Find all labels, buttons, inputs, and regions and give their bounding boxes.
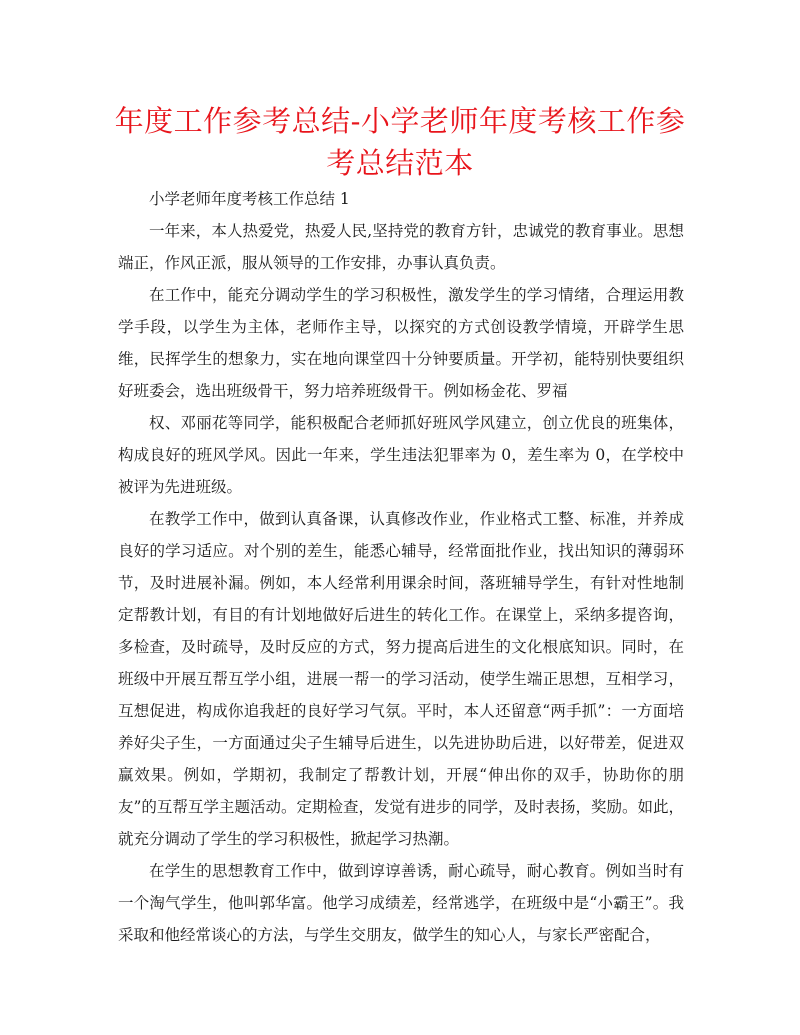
- paragraph: 在学生的思想教育工作中，做到谆谆善诱，耐心疏导，耐心教育。例如当时有一个淘气学生，他叫郭华富。他学习成绩差，经常逃学，在班级中是“小霸王”。我采取和他经常谈心的方法，与学生交朋友，做学生的知心人，与家长严密配合，: [118, 862, 684, 944]
- paragraph: 在教学工作中，做到认真备课，认真修改作业，作业格式工整、标准，并养成良好的学习适应。对个别的差生，能悉心辅导，经常面批作业，找出知识的薄弱环节，及时进展补漏。例如，本人经常利用课余时间，落班辅导学生，有针对性地制定帮教计划，有目的有计划地做好后进生的转化工作。在课堂上，采纳多提咨询，多检查，及时疏导，及时反应的方式，努力提高后进生的文化根底知识。同时，在班级中开展互帮互学小组，进展一帮一的学习活动，使学生端正思想，互相学习，互想促进，构成你追我赶的良好学习气氛。平时，本人还留意“两手抓”：一方面培养好尖子生，一方面通过尖子生辅导后进生，以先进协助后进，以好带差，促进双赢效果。例如，学期初，我制定了帮教计划，开展“伸出你的双手，协助你的朋友”的互帮互学主题活动。定期检查，发觉有进步的同学，及时表扬，奖励。如此，就充分调动了学生的学习积极性，掀起学习热潮。: [118, 510, 684, 848]
- document-title: 年度工作参考总结-小学老师年度考核工作参考总结范本: [114, 104, 686, 180]
- paragraph: 在工作中，能充分调动学生的学习积极性，激发学生的学习情绪，合理运用教学手段，以学生为主体，老师作主导，以探究的方式创设教学情境，开辟学生思维，民挥学生的想象力，实在地向课堂四十分钟要质量。开学初，能特别快要组织好班委会，选出班级骨干，努力培养班级骨干。例如杨金花、罗福: [118, 286, 684, 400]
- paragraph: 一年来，本人热爱党，热爱人民,坚持党的教育方针，忠诚党的教育事业。思想端正，作风正派，服从领导的工作安排，办事认真负责。: [118, 222, 684, 272]
- paragraph: 权、邓丽花等同学，能积极配合老师抓好班风学风建立，创立优良的班集体，构成良好的班风学风。因此一年来，学生违法犯罪率为 0，差生率为 0，在学校中被评为先进班级。: [118, 414, 684, 496]
- document-body: [118, 183, 684, 951]
- paragraph-heading: 小学老师年度考核工作总结 1: [149, 190, 350, 208]
